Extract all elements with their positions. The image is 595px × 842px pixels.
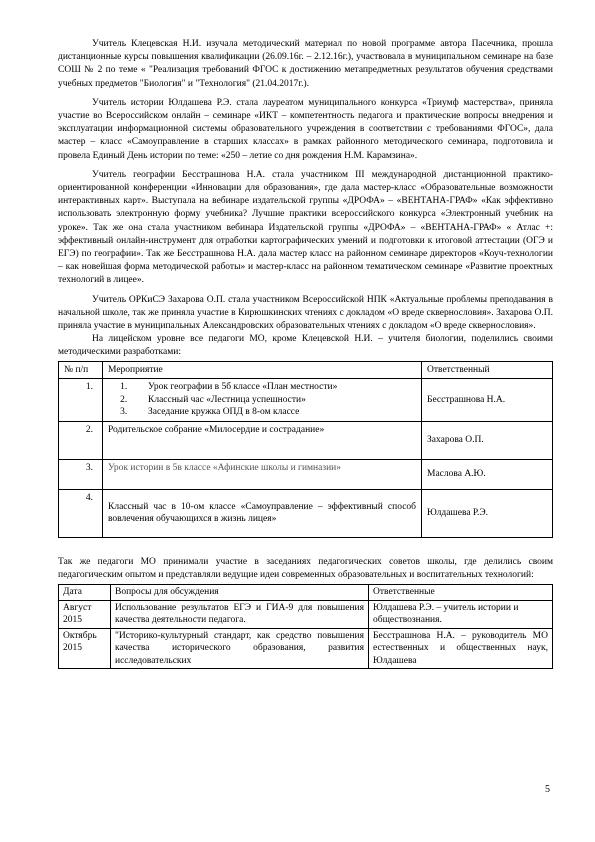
table-row <box>59 379 553 422</box>
row-responsible: Юлдашева Р.Э. <box>422 489 553 537</box>
pedagogical-councils-table <box>58 584 553 669</box>
row-num: 4. <box>59 489 103 537</box>
row-topic: Использование результатов ЕГЭ и ГИА-9 для повышения качества деятельности педагога. <box>111 600 369 628</box>
table-row <box>59 628 553 669</box>
row-responsible: Бесстрашнова Н.А. – руководитель МО естественных и общественных наук, Юлдашева <box>369 628 553 669</box>
event-item: 2. Классный час «Лестница успешности» <box>132 394 416 407</box>
header-responsible: Ответственный <box>422 361 553 379</box>
row-num: 2. <box>59 421 103 459</box>
page-content <box>58 38 553 669</box>
header-event: Мероприятие <box>103 361 422 379</box>
paragraph-lyceum-level: На лицейском уровне все педагоги МО, кроме Клецевской Н.И. – учителя биологии, поделились своими методическими разработками: <box>58 334 553 358</box>
header-responsible: Ответственные <box>369 585 553 601</box>
row-responsible: Захарова О.П. <box>422 421 553 459</box>
paragraph-pedagogical-councils: Так же педагоги МО принимали участие в заседаниях педагогических советов школы, где делились своим педагогическим опытом и представляли ведущие идеи современных образовательных и воспитательных технологий: <box>58 556 553 580</box>
table-row <box>59 421 553 459</box>
page-number: 5 <box>545 784 550 795</box>
table-row <box>59 600 553 628</box>
row-event: Родительское собрание «Милосердие и сострадание» <box>103 421 422 459</box>
paragraph-yuldasheva: Учитель истории Юлдашева Р.Э. стала лауреатом муниципального конкурса «Триумф мастерства», приняла участие во Всероссийском онлайн – семинаре «ИКТ – компетентность педагога и практические вопросы внедрения и эксплуатации информационной системы образовательного учреждения в соответствии с требованиями ФГОС», дала мастер – класс «Самоуправление в старших классах» в рамках районного методического семинара, подготовила и провела Единый День истории по теме: «250 – летие со дня рождения Н.М. Карамзина». <box>58 97 553 161</box>
header-topic: Вопросы для обсуждения <box>111 585 369 601</box>
row-topic: "Историко-культурный стандарт, как средство повышения качества исторического образования, развития исследовательских <box>111 628 369 669</box>
paragraph-kletsevskaya: Учитель Клецевская Н.И. изучала методический материал по новой программе автора Пасечника, прошла дистанционные курсы повышения квалификации (26.09.16г. – 2.12.16г.), участвовала в муниципальном семинаре на базе СОШ № 2 по теме « "Реализация требований ФГОС к достижению метапредметных результатов обучения средствами учебных предметов "Биология" и "Технология" (21.04.2017г.). <box>58 39 553 89</box>
row-date: Август 2015 <box>59 600 111 628</box>
table-row <box>59 459 553 489</box>
row-date: Октябрь 2015 <box>59 628 111 669</box>
row-responsible: Бесстрашнова Н.А. <box>422 379 553 422</box>
header-num: № п/п <box>59 361 103 379</box>
event-item: 3. Заседание кружка ОПД в 8-ом классе <box>132 406 416 419</box>
row-num: 3. <box>59 459 103 489</box>
table-row <box>59 489 553 537</box>
header-date: Дата <box>59 585 111 601</box>
row-num: 1. <box>59 379 103 422</box>
table-header-row <box>59 585 553 601</box>
row-responsible: Юлдашева Р.Э. – учитель истории и обществознания. <box>369 600 553 628</box>
table-header-row <box>59 361 553 379</box>
paragraph-besstrashnova: Учитель географии Бесстрашнова Н.А. стала участником III международной дистанционной практико-ориентированной конференции «Инновации для образования», где дала мастер-класс «Образовательные возможности интерактивных карт». Выступала на вебинаре издательской группы «ДРОФА» – «ВЕНТАНА-ГРАФ» «Как эффективно использовать электронную форму учебника? Лучшие практики всероссийского конкурса «Электронный учебник на уроке». Так же она стала участником вебинара Издательской группы «ДРОФА» – «ВЕНТАНА-ГРАФ» « Атлас +: эффективный онлайн-инструмент для отработки картографических умений и подготовки к итоговой аттестации (ОГЭ и ЕГЭ) по географии». Так же Бесстрашнова Н.А. дала мастер класс на районном семинаре директоров «Коуч-технологии – как новейшая форма методической работы» и мастер-класс на районном тематическом семинаре «Развитие проектных технологий в лицее». <box>58 169 553 286</box>
row-event: Урок истории в 5в классе «Афинские школы и гимназии» <box>103 459 422 489</box>
row-responsible: Маслова А.Ю. <box>422 459 553 489</box>
event-item: 1. Урок географии в 5б классе «План местности» <box>132 381 416 394</box>
row-events <box>103 379 422 422</box>
row-event: Классный час в 10-ом классе «Самоуправление – эффективный способ вовлечения обучающихся в жизнь лицея» <box>103 489 422 537</box>
paragraph-zakharova: Учитель ОРКиСЭ Захарова О.П. стала участником Всероссийской НПК «Актуальные проблемы преподавания в начальной школе, так же приняла участие в Кирюшкинских чтениях с докладом «О вреде сквернословия». Захарова О.П. приняла участие в муниципальных Александровских образовательных чтениях с докладом «О вреде сквернословия». <box>58 294 553 332</box>
methodical-events-table <box>58 361 553 538</box>
